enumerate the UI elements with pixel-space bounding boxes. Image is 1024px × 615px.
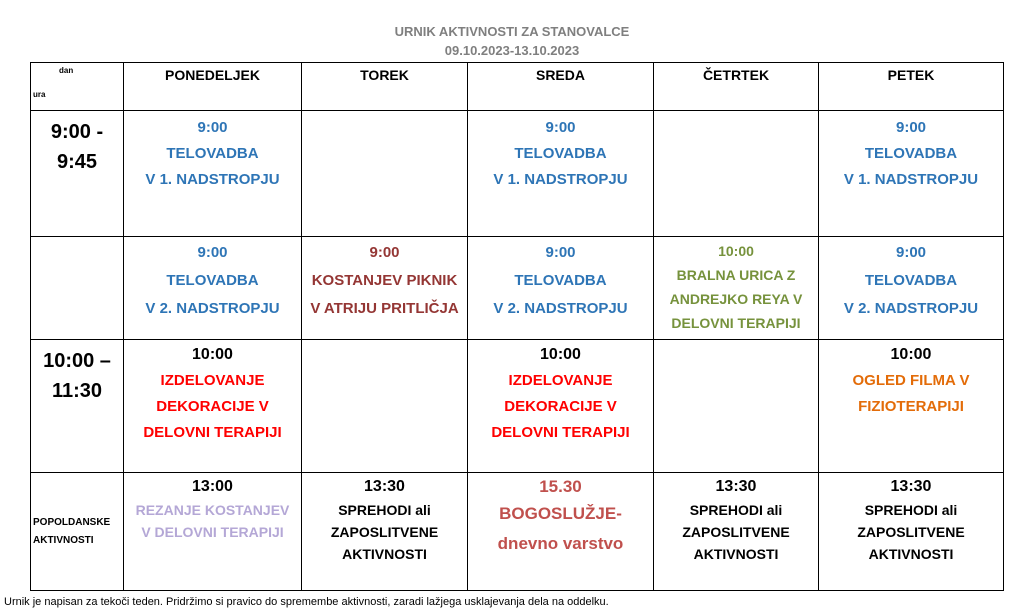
activity-cell xyxy=(654,237,819,340)
time-slot: 9:00 - 9:45 xyxy=(31,111,124,237)
activity-cell xyxy=(468,237,654,340)
activity-cell xyxy=(654,111,819,237)
activity-text: TELOVADBA xyxy=(514,272,607,289)
activity-text: DEKORACIJE V xyxy=(156,398,269,415)
activity-time: 10:00 xyxy=(890,346,932,363)
activity-text: ANDREJKO REYA V xyxy=(669,291,803,307)
activity-text: V ATRIJU PRITLIČJA xyxy=(310,300,459,317)
activity-text: REZANJE KOSTANJEV xyxy=(135,502,290,518)
activity-text: V 2. NADSTROPJU xyxy=(843,300,979,317)
activity-cell xyxy=(124,473,302,591)
activity-text: V 1. NADSTROPJU xyxy=(493,171,628,188)
activity-time: 9:00 xyxy=(545,244,576,261)
activity-text: TELOVADBA xyxy=(514,145,607,162)
day-header-tuesday: TOREK xyxy=(302,63,468,111)
activity-text: V 1. NADSTROPJU xyxy=(843,171,979,188)
activity-cell xyxy=(468,111,654,237)
activity-time: 9:00 xyxy=(197,244,228,261)
activity-cell xyxy=(819,473,1004,591)
activity-text: V 2. NADSTROPJU xyxy=(145,300,280,317)
activity-text: BRALNA URICA Z xyxy=(676,267,796,283)
table-row xyxy=(31,111,1004,237)
schedule-title: URNIK AKTIVNOSTI ZA STANOVALCE xyxy=(394,24,630,39)
table-row xyxy=(31,237,1004,340)
activity-text: TELOVADBA xyxy=(864,272,958,289)
activity-text: TELOVADBA xyxy=(166,272,259,289)
activity-cell xyxy=(302,340,468,473)
activity-text: dnevno varstvo xyxy=(497,534,624,553)
activity-text: IZDELOVANJE xyxy=(160,372,265,389)
day-header-thursday: ČETRTEK xyxy=(654,63,819,111)
day-header-wednesday: SREDA xyxy=(468,63,654,111)
activity-text: DELOVNI TERAPIJI xyxy=(491,424,630,441)
day-header-friday: PETEK xyxy=(819,63,1004,111)
activity-text: ZAPOSLITVENE xyxy=(857,524,965,540)
activity-text: IZDELOVANJE xyxy=(508,372,613,389)
activity-cell xyxy=(124,237,302,340)
activity-text: V DELOVNI TERAPIJI xyxy=(141,524,284,540)
activity-time: 9:00 xyxy=(197,119,228,136)
activity-text: DELOVNI TERAPIJI xyxy=(671,315,801,331)
afternoon-label: POPOLDANSKE AKTIVNOSTI xyxy=(31,473,124,591)
activity-cell xyxy=(124,340,302,473)
activity-time: 9:00 xyxy=(895,244,927,261)
activity-time: 13:30 xyxy=(890,478,932,495)
activity-text: AKTIVNOSTI xyxy=(342,546,427,562)
activity-cell xyxy=(654,473,819,591)
time-slot-empty xyxy=(31,237,124,340)
date-range: 09.10.2023-13.10.2023 xyxy=(444,43,580,58)
table-row xyxy=(31,473,1004,591)
activity-cell xyxy=(302,473,468,591)
activity-text: SPREHODI ali xyxy=(864,502,958,518)
activity-time: 13:30 xyxy=(715,478,757,495)
corner-cell xyxy=(31,63,124,111)
activity-text: ZAPOSLITVENE xyxy=(682,524,790,540)
activity-text: AKTIVNOSTI xyxy=(693,546,779,562)
activity-text: KOSTANJEV PIKNIK xyxy=(311,272,458,289)
activity-cell xyxy=(654,340,819,473)
activity-cell xyxy=(302,237,468,340)
activity-text: TELOVADBA xyxy=(166,145,259,162)
activity-time: 9:00 xyxy=(369,244,400,261)
activity-cell xyxy=(302,111,468,237)
schedule-table xyxy=(30,62,1004,591)
activity-cell xyxy=(468,340,654,473)
corner-hour-label: ura xyxy=(33,90,46,99)
activity-text: DEKORACIJE V xyxy=(504,398,617,415)
activity-text: V 2. NADSTROPJU xyxy=(493,300,628,317)
activity-time: 13:00 xyxy=(192,478,233,495)
activity-time: 10:00 xyxy=(192,346,233,363)
activity-text: FIZIOTERAPIJI xyxy=(858,398,964,415)
activity-text: SPREHODI ali xyxy=(338,502,431,518)
activity-text: ZAPOSLITVENE xyxy=(330,524,439,540)
table-row xyxy=(31,340,1004,473)
day-header-monday: PONEDELJEK xyxy=(124,63,302,111)
activity-time: 9:00 xyxy=(545,119,576,136)
activity-time: 10:00 xyxy=(540,346,581,363)
activity-time: 13:30 xyxy=(364,478,405,495)
activity-text: SPREHODI ali xyxy=(689,502,783,518)
activity-cell xyxy=(819,237,1004,340)
activity-cell xyxy=(819,340,1004,473)
activity-text: TELOVADBA xyxy=(864,145,958,162)
activity-time: 10:00 xyxy=(718,243,754,259)
activity-cell xyxy=(468,473,654,591)
activity-cell xyxy=(124,111,302,237)
activity-cell xyxy=(819,111,1004,237)
activity-text: BOGOSLUŽJE- xyxy=(499,504,622,523)
activity-time: 9:00 xyxy=(895,119,927,136)
corner-day-label: dan xyxy=(59,66,74,75)
activity-text: OGLED FILMA V xyxy=(852,372,970,389)
activity-text: AKTIVNOSTI xyxy=(868,546,954,562)
activity-text: V 1. NADSTROPJU xyxy=(145,171,280,188)
footer-note: Urnik je napisan za tekoči teden. Pridržimo si pravico do spremembe aktivnosti, zaradi lažjega usklajevanja dela na oddelku. xyxy=(4,596,609,608)
activity-time: 15.30 xyxy=(539,477,582,496)
time-slot: 10:00 – 11:30 xyxy=(31,340,124,473)
header-row xyxy=(31,63,1004,111)
activity-text: DELOVNI TERAPIJI xyxy=(143,424,282,441)
